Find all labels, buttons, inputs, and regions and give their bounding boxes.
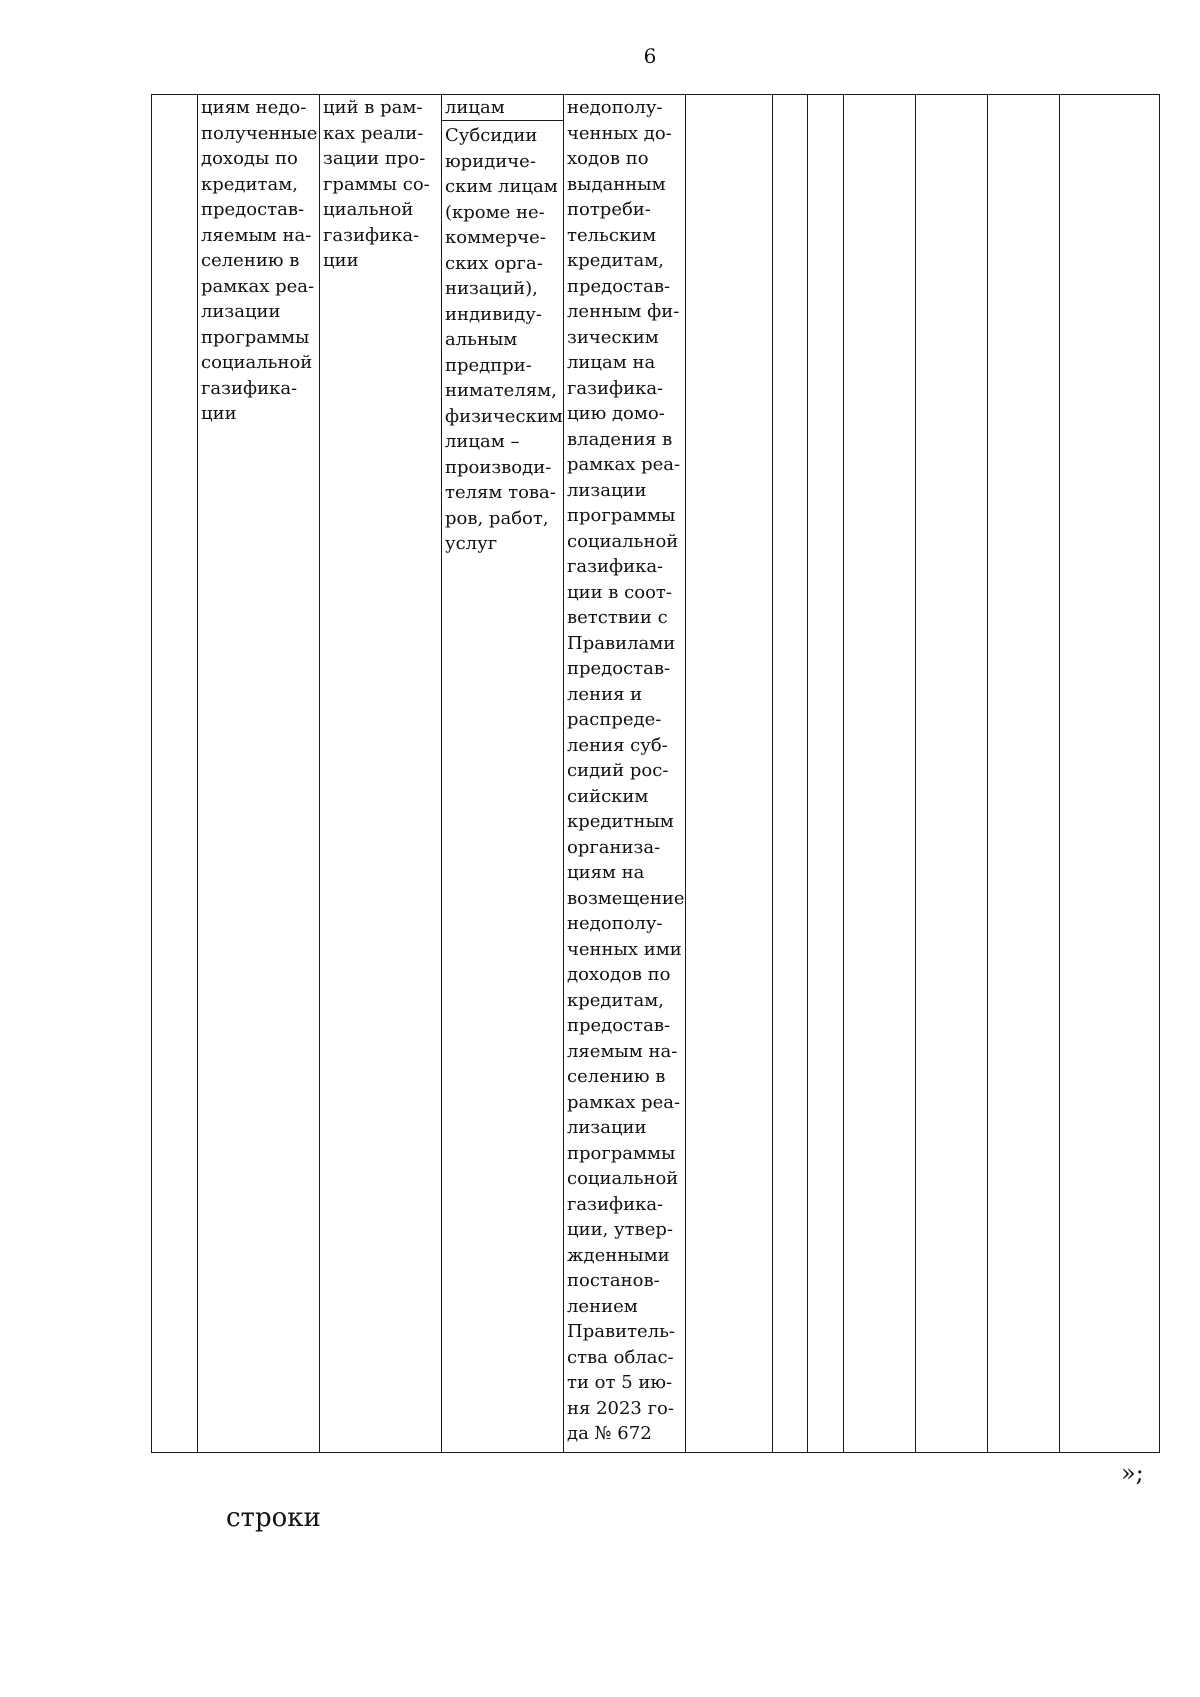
cell-empty: [844, 95, 916, 1453]
table-row: [152, 95, 1160, 1453]
cell-recipient-top-text: лицам: [442, 95, 563, 121]
cell-empty: [916, 95, 988, 1453]
cell-empty: [1060, 95, 1160, 1453]
table-container: [151, 94, 1159, 1453]
subsidy-table: [151, 94, 1160, 1453]
cell-recipient: [442, 95, 564, 1453]
cell-event-name-text: циям недо- полученные доходы по кредитам, предостав- ляемым на- селению в рамках реа- лизации программы социальной газифика- ции: [201, 97, 318, 424]
cell-event-name: [198, 95, 320, 1453]
cell-program-name-text: ций в рам- ках реали- зации про- граммы со- циальной газифика- ции: [323, 97, 430, 271]
cell-description: [564, 95, 686, 1453]
cell-description-text: недополу- ченных до- ходов по выданным потреби- тельским кредитам, предостав- ленным фи- зическим лицам на газифика- цию домо- владения в рамках реа- лизации программы социальной газифика- ции в соот- ветствии с Правилами предостав- ления и распреде- ления суб- сидий рос- сийским кредитным организа- циям на возмещение недополу- ченных ими доходов по кредитам, предостав- ляемым на- селению в рамках реа- лизации программы социальной газифика- ции, утвер- жденными постанов- лением Правитель- ства облас- ти от 5 ию- ня 2023 го- да № 672: [567, 97, 685, 1444]
cell-empty: [808, 95, 844, 1453]
cell-empty: [773, 95, 808, 1453]
cell-number: [152, 95, 198, 1453]
cell-program-name: [320, 95, 442, 1453]
cell-recipient-bottom-text: Субсидии юридиче- ским лицам (кроме не- коммерче- ских орга- низаций), индивиду- альным предпри- нимателям, физическим лицам – производи- телям това- ров, работ, услуг: [445, 125, 563, 554]
closing-quote: »;: [1121, 1459, 1144, 1487]
cell-empty: [686, 95, 773, 1453]
cell-empty: [988, 95, 1060, 1453]
body-text: строки: [226, 1503, 321, 1533]
page-number: 6: [643, 44, 657, 68]
